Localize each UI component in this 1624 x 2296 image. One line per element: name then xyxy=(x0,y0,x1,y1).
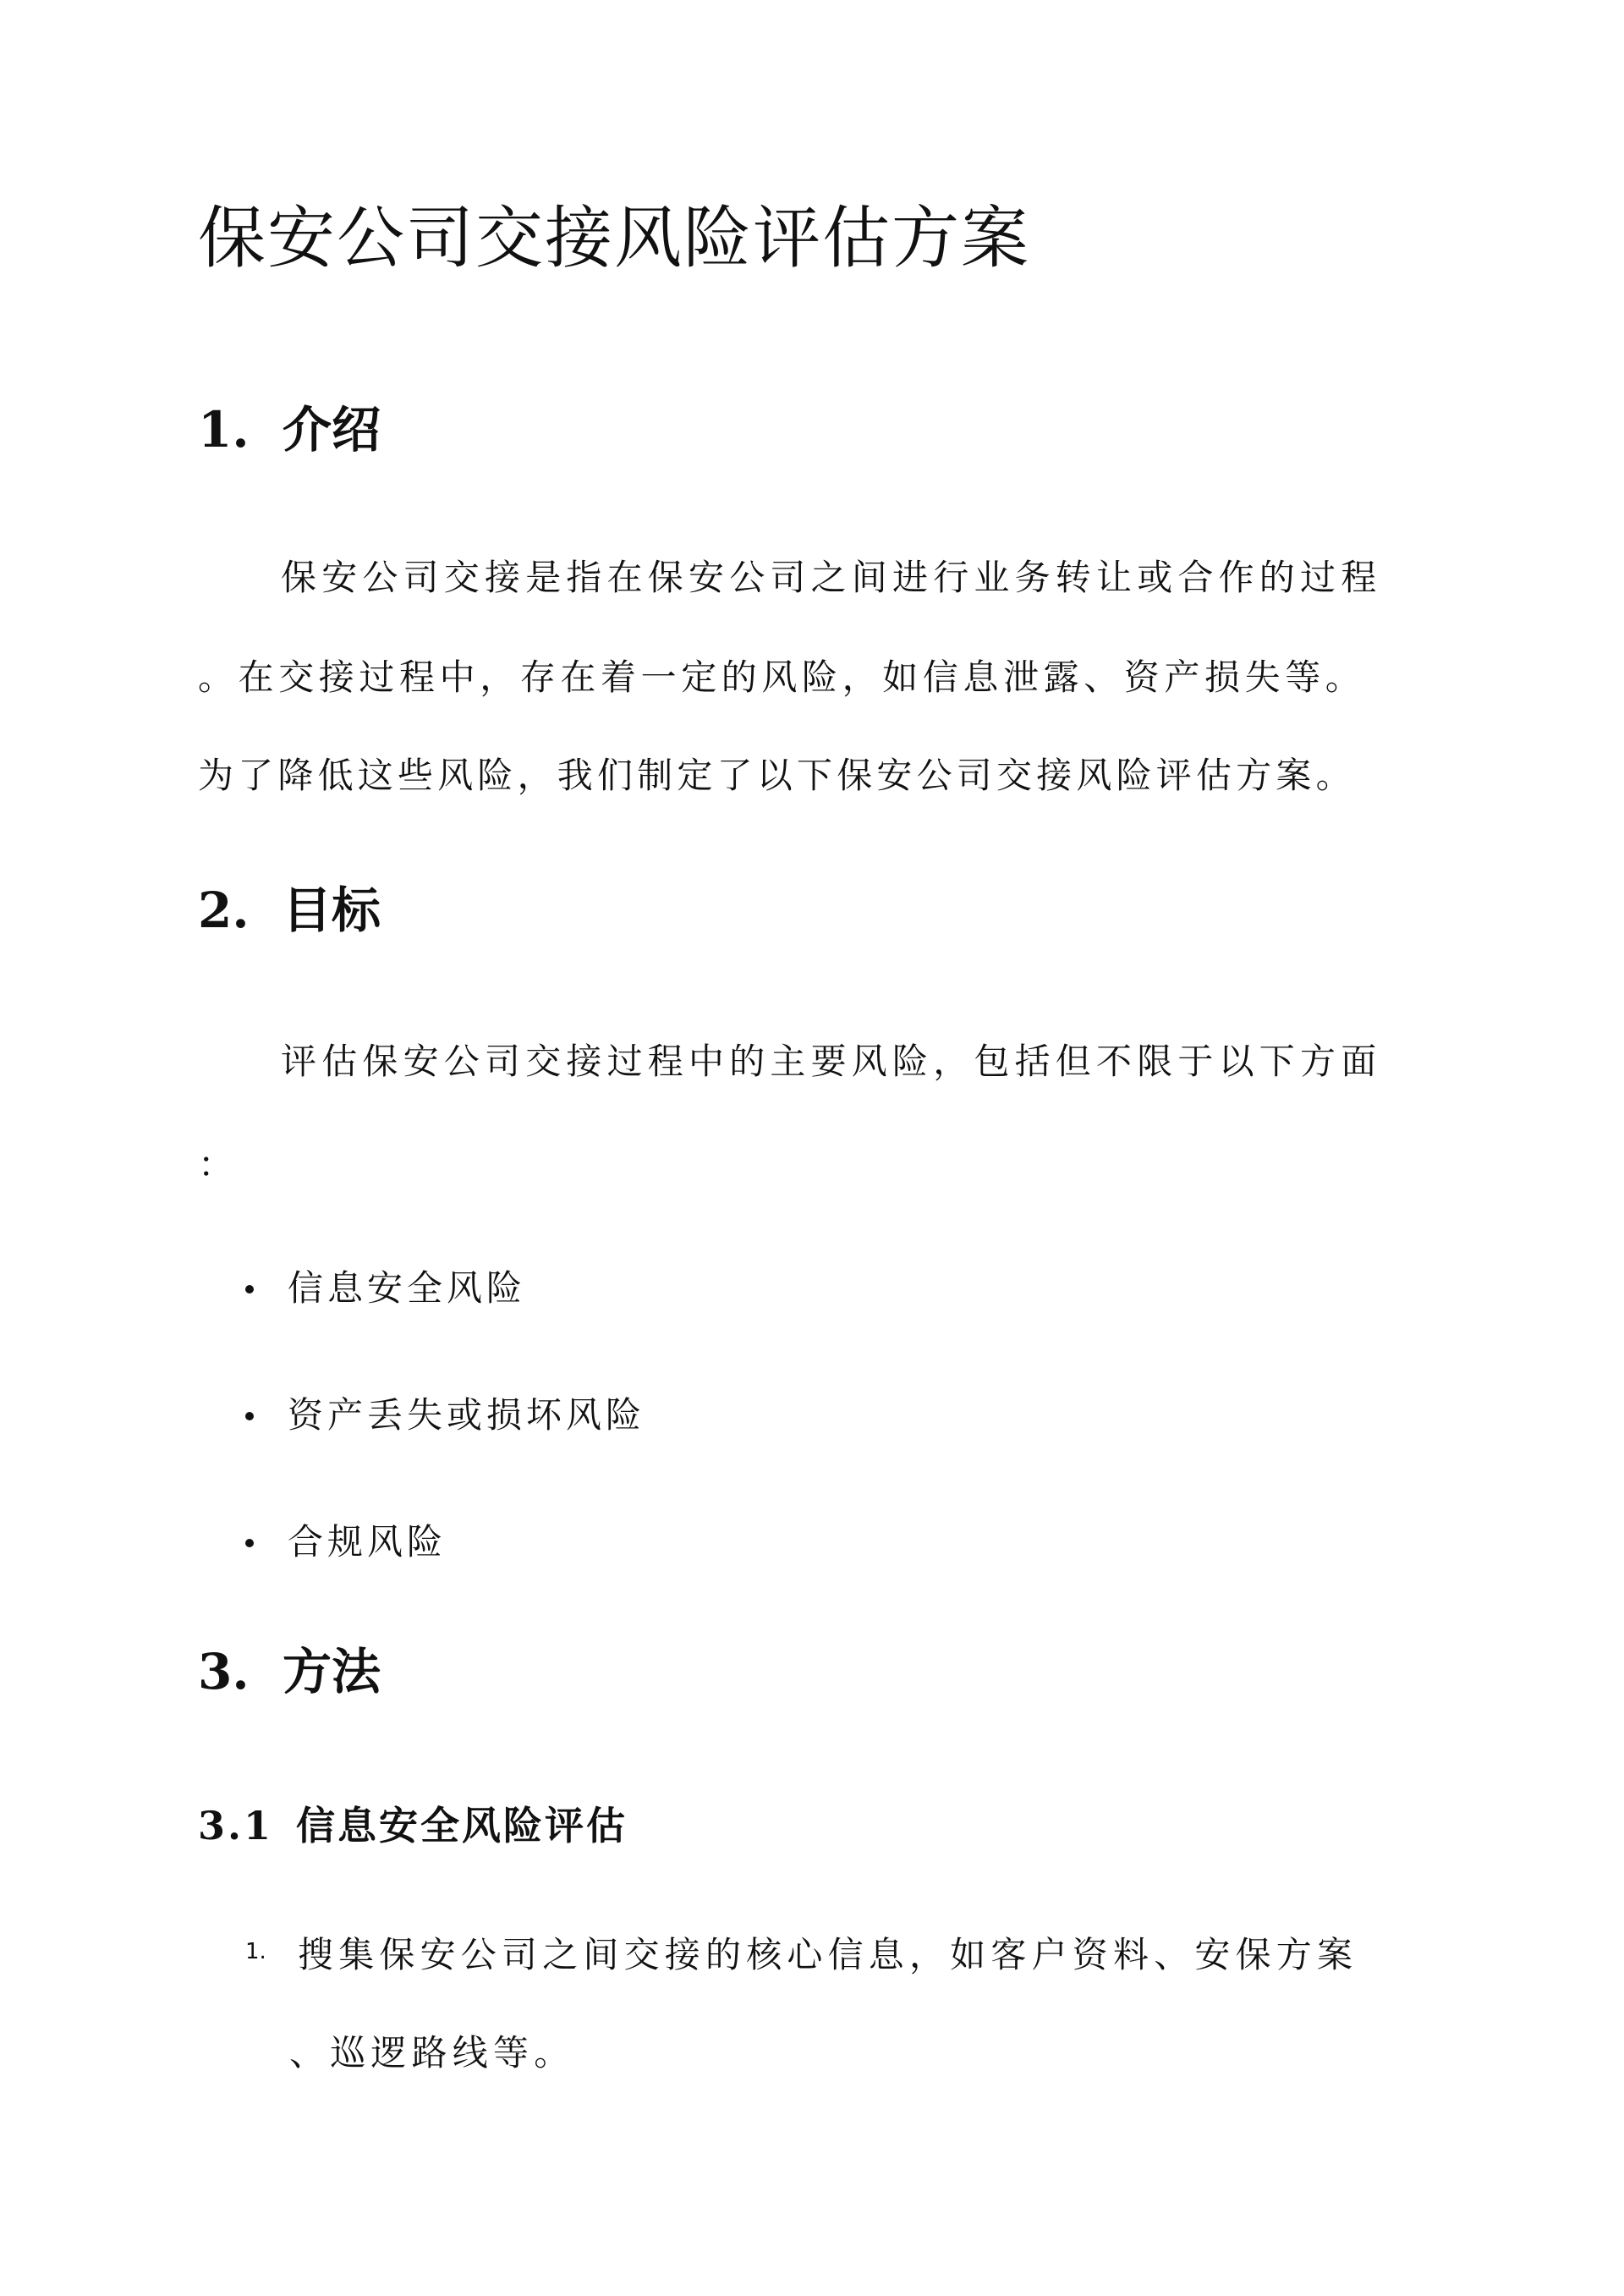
paragraph-line: 评估保安公司交接过程中的主要风险，包括但不限于以下方面 xyxy=(281,1041,1382,1082)
section-title: 目标 xyxy=(283,882,381,939)
section-title: 方法 xyxy=(283,1643,381,1700)
bullet-icon xyxy=(245,1412,254,1420)
paragraph-line: 。在交接过程中，存在着一定的风险，如信息泄露、资产损失等。 xyxy=(198,656,1366,698)
document-title: 保安公司交接风险评估方案 xyxy=(198,199,1030,277)
list-item xyxy=(245,1387,645,1438)
list-item-text: 资产丢失或损坏风险 xyxy=(288,1394,646,1436)
section-number: 2. xyxy=(198,882,250,939)
list-marker: 1. xyxy=(245,1939,266,1964)
subsection-title: 信息安全风险评估 xyxy=(296,1803,628,1848)
list-item-line: 、巡逻路线等。 xyxy=(289,2032,575,2074)
list-item xyxy=(245,1514,447,1565)
paragraph-line: ： xyxy=(198,1144,239,1185)
section-heading-methods xyxy=(198,1641,381,1702)
section-number: 3. xyxy=(198,1643,250,1700)
section-heading-intro xyxy=(198,399,381,460)
subsection-heading xyxy=(198,1800,628,1851)
paragraph-line: 保安公司交接是指在保安公司之间进行业务转让或合作的过程 xyxy=(281,557,1382,598)
list-item-line: 搜集保安公司之间交接的核心信息，如客户资料、安保方案 xyxy=(298,1934,1358,1975)
section-heading-goals xyxy=(198,880,381,941)
section-title: 介绍 xyxy=(283,401,381,459)
paragraph-line: 为了降低这些风险，我们制定了以下保安公司交接风险评估方案。 xyxy=(198,755,1356,796)
bullet-icon xyxy=(245,1539,254,1547)
subsection-number: 3.1 xyxy=(198,1803,274,1848)
numbered-list-item xyxy=(245,1927,1429,2079)
list-item xyxy=(245,1261,526,1311)
section-number: 1. xyxy=(198,401,250,459)
list-item-text: 合规风险 xyxy=(288,1521,447,1563)
list-item-text: 信息安全风险 xyxy=(288,1267,527,1309)
bullet-icon xyxy=(245,1285,254,1294)
